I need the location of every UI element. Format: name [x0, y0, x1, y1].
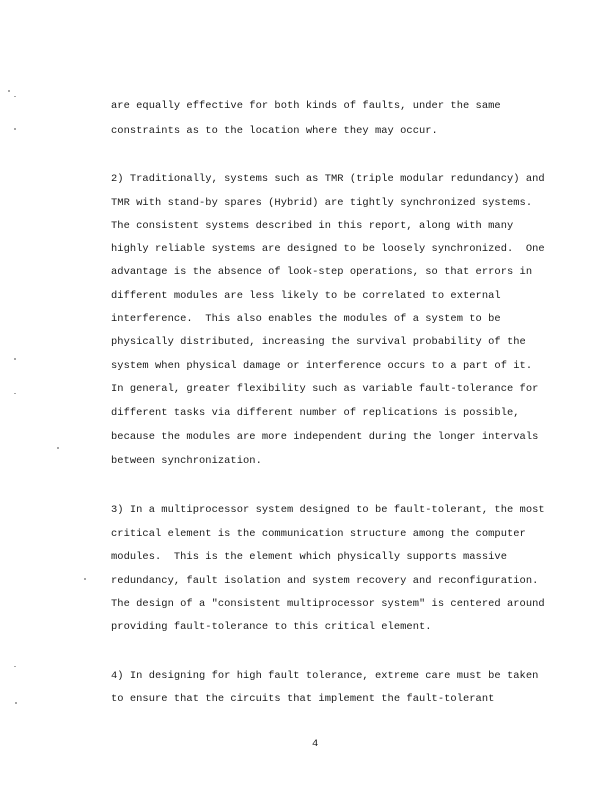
text-line: different modules are less likely to be correlated to external — [111, 290, 501, 302]
text-line: interference. This also enables the modules of a system to be — [111, 313, 501, 325]
text-line: critical element is the communication structure among the computer — [111, 528, 526, 540]
scan-speck — [15, 702, 17, 704]
text-line: physically distributed, increasing the survival probability of the — [111, 336, 526, 348]
text-line: In general, greater flexibility such as variable fault-tolerance for — [111, 383, 539, 395]
text-line: redundancy, fault isolation and system recovery and reconfiguration. — [111, 575, 539, 587]
text-line: system when physical damage or interference occurs to a part of it. — [111, 360, 533, 372]
scan-speck — [84, 578, 86, 580]
text-line: The consistent systems described in this report, along with many — [111, 220, 514, 232]
scan-speck — [14, 393, 16, 394]
text-line: advantage is the absence of look-step operations, so that errors in — [111, 266, 533, 278]
text-line: between synchronization. — [111, 455, 262, 467]
text-line: modules. This is the element which physically supports massive — [111, 551, 507, 563]
scan-speck — [14, 358, 16, 360]
text-line: are equally effective for both kinds of faults, under the same — [111, 100, 501, 112]
text-line: providing fault-tolerance to this critical element. — [111, 621, 432, 633]
text-line: highly reliable systems are designed to be loosely synchronized. One — [111, 243, 545, 255]
page-number: 4 — [312, 738, 319, 750]
text-line: constraints as to the location where they may occur. — [111, 125, 438, 137]
text-line: 3) In a multiprocessor system designed to be fault-tolerant, the most — [111, 504, 545, 516]
text-line: because the modules are more independent during the longer intervals — [111, 431, 539, 443]
text-line: different tasks via different number of replications is possible, — [111, 407, 520, 419]
scan-speck — [14, 666, 16, 667]
text-line: TMR with stand-by spares (Hybrid) are tightly synchronized systems. — [111, 197, 533, 209]
scan-speck — [57, 447, 59, 449]
text-line: 2) Traditionally, systems such as TMR (triple modular redundancy) and — [111, 173, 545, 185]
scan-speck — [14, 96, 16, 97]
text-line: 4) In designing for high fault tolerance, extreme care must be taken — [111, 670, 539, 682]
text-line: The design of a "consistent multiprocessor system" is centered around — [111, 598, 545, 610]
scan-speck — [8, 90, 10, 92]
scan-speck — [14, 128, 16, 130]
text-line: to ensure that the circuits that implement the fault-tolerant — [111, 693, 495, 705]
